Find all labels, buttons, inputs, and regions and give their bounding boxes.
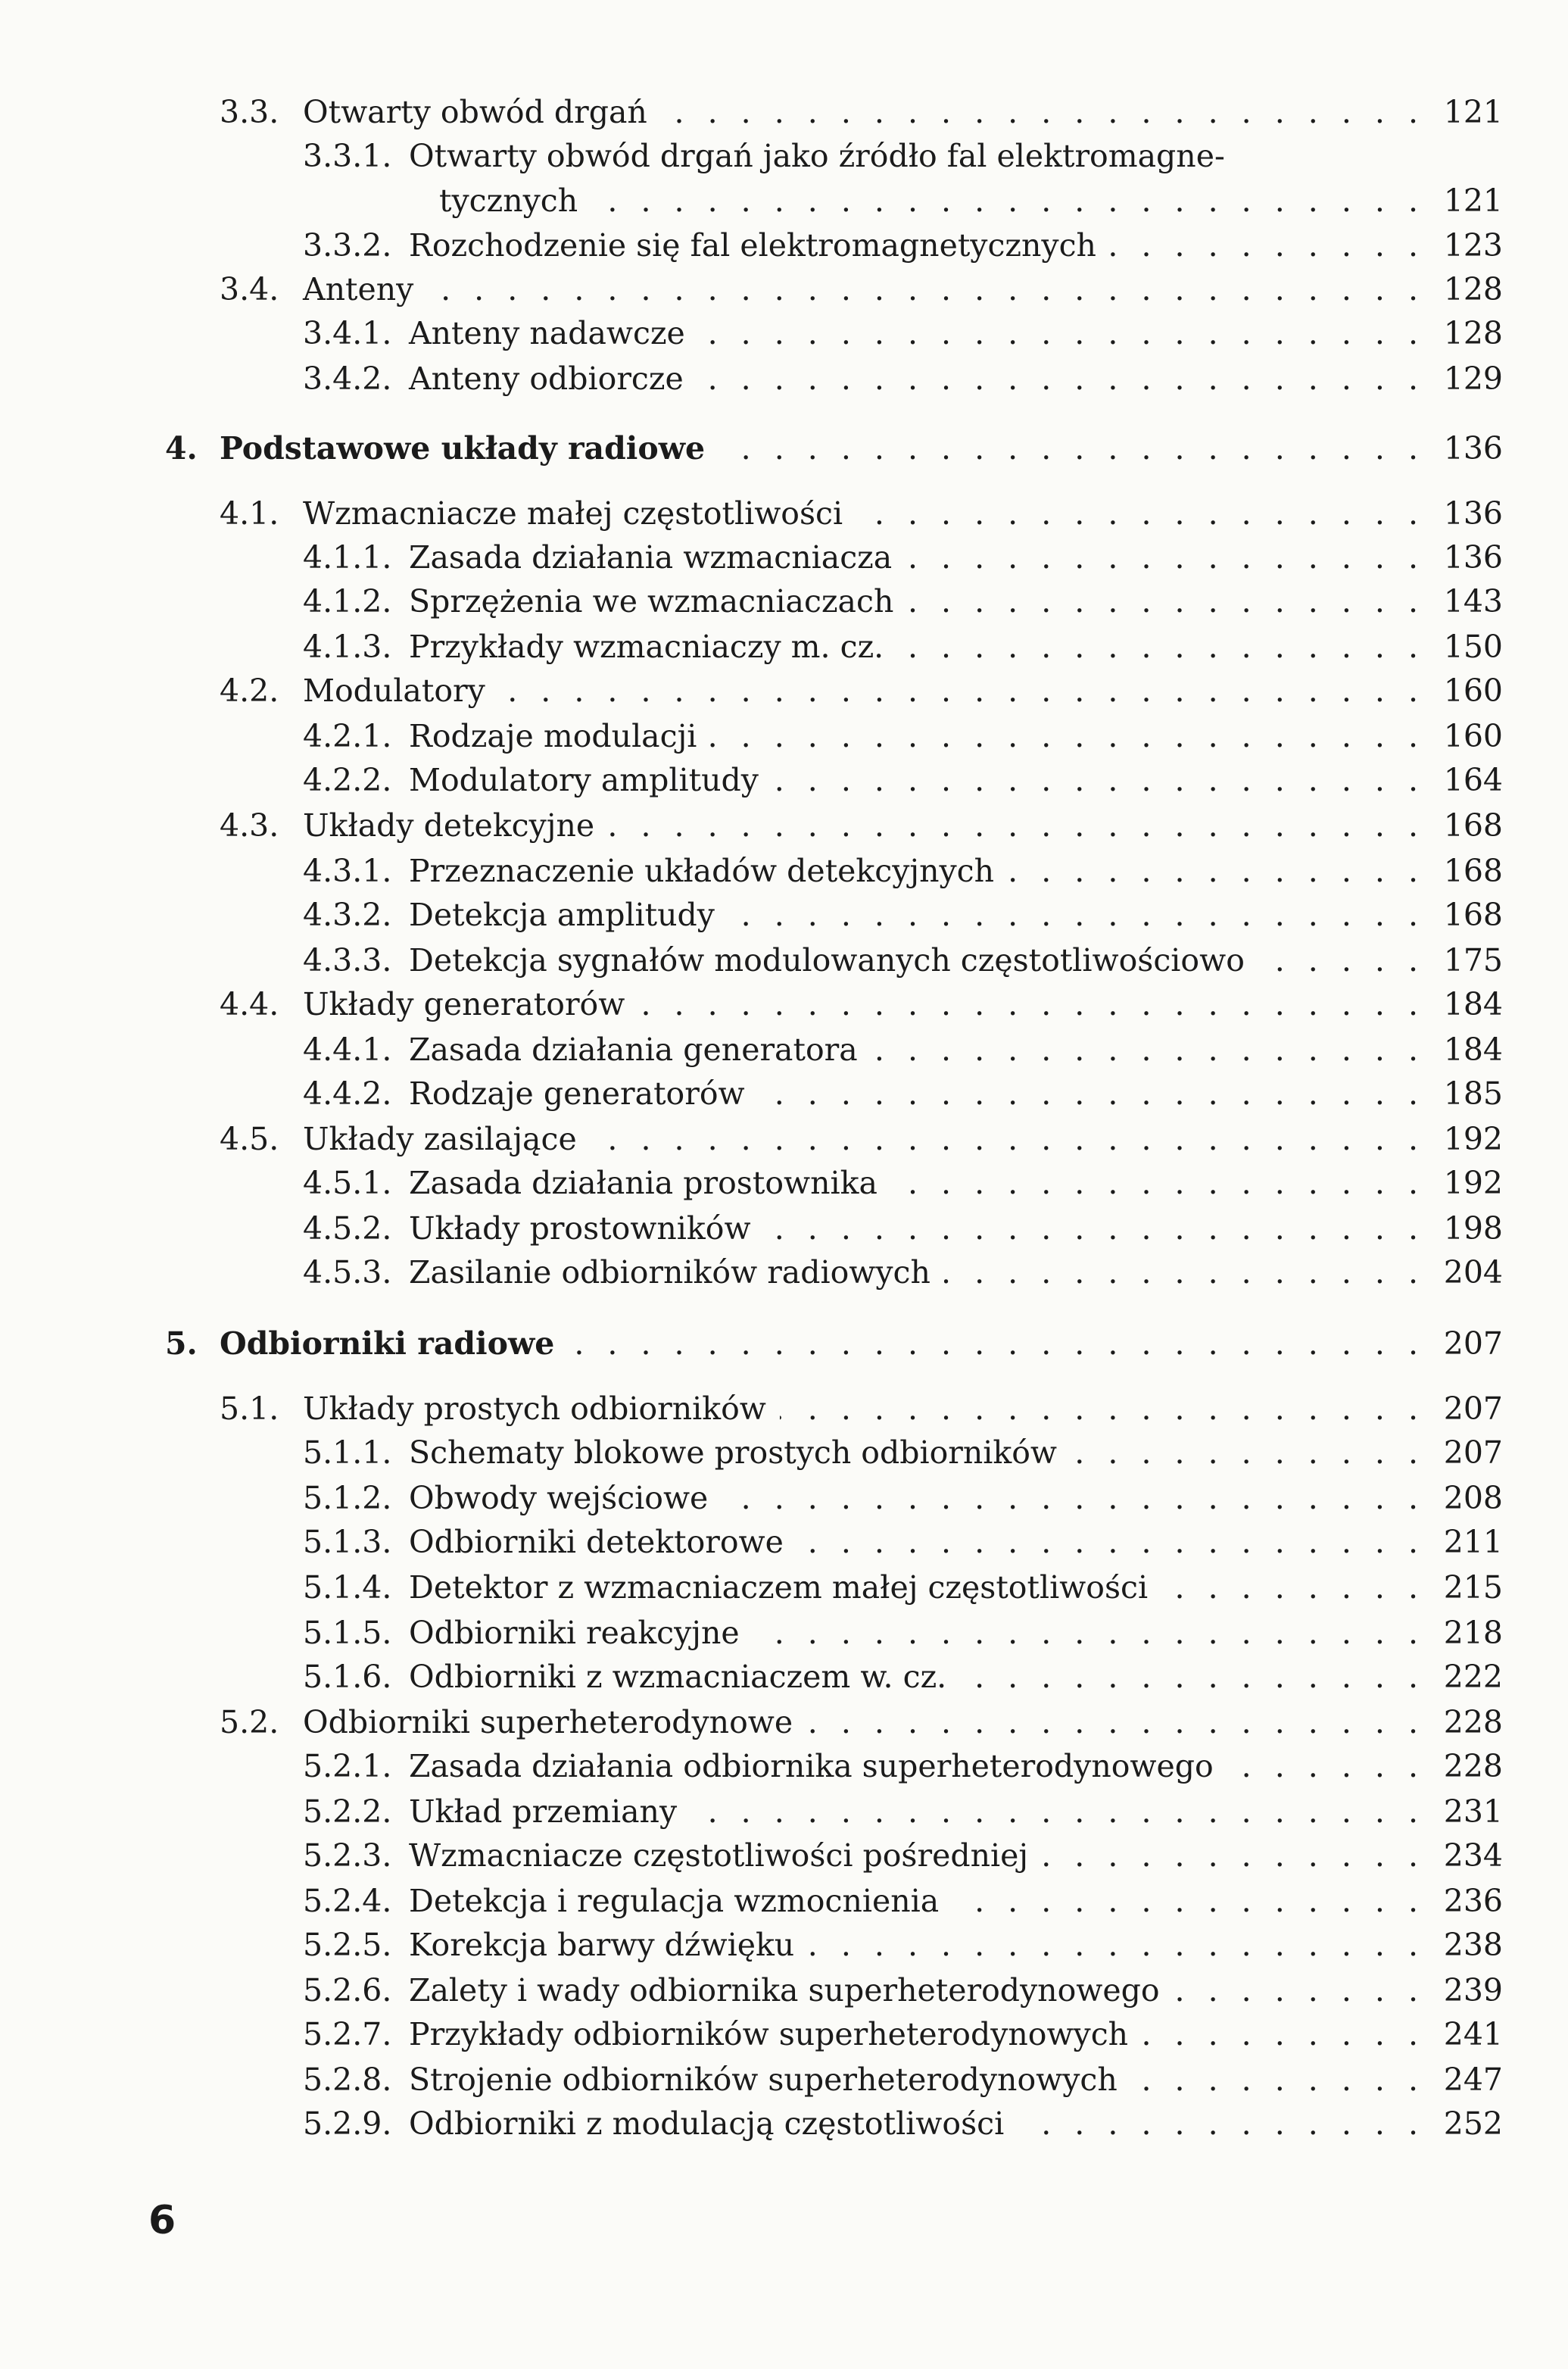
entry-title: Podstawowe układy radiowe	[220, 430, 706, 467]
entry-page: 168	[1443, 897, 1503, 933]
dot-leader	[772, 757, 1418, 803]
dot-leader	[499, 668, 1418, 713]
page-number: 6	[148, 2198, 176, 2243]
entry-page: 207	[1443, 1390, 1503, 1427]
toc-entry	[303, 1206, 1503, 1251]
entry-title: Detekcja sygnałów modulowanych częstotliwościowo	[409, 942, 1245, 978]
entry-page: 150	[1443, 629, 1503, 665]
entry-number: 4.4.1.	[303, 1032, 392, 1068]
entry-number: 4.4.	[220, 986, 279, 1022]
entry-page: 241	[1443, 2016, 1503, 2052]
entry-title: Anteny odbiorcze	[409, 360, 684, 397]
entry-number: 5.2.3.	[303, 1837, 392, 1874]
entry-page: 121	[1443, 183, 1503, 219]
dot-leader	[906, 535, 1418, 580]
entry-title: Zasada działania prostownika	[409, 1165, 878, 1201]
entry-page: 239	[1443, 1972, 1503, 2008]
chapter-entry	[165, 426, 1503, 471]
dot-leader	[806, 1700, 1418, 1745]
entry-title: Strojenie odbiorników superheterodynowych	[409, 2062, 1118, 2098]
toc-entry	[303, 892, 1503, 938]
entry-title: Anteny nadawcze	[409, 315, 685, 351]
entry-number: 5.2.6.	[303, 1972, 392, 2008]
entry-title: Odbiorniki detektorowe	[409, 1524, 784, 1560]
toc-entry	[220, 668, 1503, 713]
entry-number: 4.2.1.	[303, 718, 392, 754]
entry-page: 215	[1443, 1569, 1503, 1606]
toc-entry	[303, 1968, 1503, 2013]
entry-title: Rozchodzenie się fal elektromagnetycznych	[409, 227, 1096, 264]
dot-leader	[1131, 2057, 1418, 2102]
entry-number: 3.3.2.	[303, 227, 392, 264]
toc-entry	[303, 1475, 1503, 1521]
entry-title-continuation: tycznych	[439, 183, 578, 219]
entry-title: Otwarty obwód drgań jako źródło fal elektromagne-	[409, 138, 1225, 174]
entry-title: Układy prostych odbiorników	[303, 1390, 766, 1427]
dot-leader	[960, 1654, 1418, 1700]
toc-entry	[220, 803, 1503, 848]
toc-entry	[303, 223, 1503, 268]
entry-page: 143	[1443, 583, 1503, 620]
entry-number: 5.2.	[220, 1704, 279, 1740]
toc-entry	[303, 1071, 1503, 1116]
toc-entry	[303, 535, 1503, 580]
entry-page: 252	[1443, 2105, 1503, 2142]
dot-leader	[1142, 2012, 1418, 2057]
entry-number: 4.1.	[220, 495, 279, 532]
entry-number: 5.1.5.	[303, 1615, 392, 1651]
dot-leader	[856, 491, 1418, 536]
entry-title: Zalety i wady odbiornika superheterodynowego	[409, 1972, 1160, 2008]
entry-page: 238	[1443, 1927, 1503, 1963]
dot-leader	[808, 1922, 1418, 1968]
toc-entry	[220, 1116, 1503, 1162]
toc-entry	[220, 491, 1503, 536]
dot-leader	[753, 1610, 1418, 1656]
chapter-entry	[165, 1321, 1503, 1366]
entry-number: 5.1.2.	[303, 1480, 392, 1516]
entry-title: Przykłady wzmacniaczy m. cz.	[409, 629, 884, 665]
toc-entry	[303, 2101, 1503, 2146]
entry-number: 4.3.2.	[303, 897, 392, 933]
entry-page: 168	[1443, 807, 1503, 844]
dot-leader	[797, 1519, 1418, 1565]
dot-leader	[780, 1386, 1418, 1431]
toc-entry	[220, 267, 1503, 312]
toc-entry	[303, 1789, 1503, 1834]
entry-page: 185	[1443, 1075, 1503, 1112]
entry-number: 3.3.	[220, 94, 279, 130]
entry-page: 121	[1443, 94, 1503, 130]
entry-number: 4.1.1.	[303, 539, 392, 576]
entry-title: Modulatory amplitudy	[409, 762, 759, 798]
entry-title: Układ przemiany	[409, 1793, 678, 1830]
toc-entry	[303, 624, 1503, 670]
dot-leader	[728, 892, 1418, 938]
entry-number: 4.3.	[220, 807, 279, 844]
entry-title: Zasada działania wzmacniacza	[409, 539, 893, 576]
toc-entry	[303, 1610, 1503, 1656]
entry-title: Układy generatorów	[303, 986, 625, 1022]
entry-number: 5.	[165, 1325, 198, 1362]
entry-number: 4.1.2.	[303, 583, 392, 620]
entry-page: 192	[1443, 1165, 1503, 1201]
dot-leader	[719, 426, 1418, 471]
dot-leader	[944, 1250, 1418, 1295]
entry-number: 4.3.3.	[303, 942, 392, 978]
toc-entry	[303, 1922, 1503, 1968]
entry-number: 5.1.1.	[303, 1434, 392, 1471]
entry-page: 211	[1443, 1524, 1503, 1560]
entry-page: 136	[1443, 539, 1503, 576]
entry-page: 184	[1443, 1032, 1503, 1068]
entry-page: 231	[1443, 1793, 1503, 1830]
entry-page: 222	[1443, 1659, 1503, 1695]
entry-number: 5.2.2.	[303, 1793, 392, 1830]
toc-entry	[303, 938, 1503, 983]
entry-number: 5.1.3.	[303, 1524, 392, 1560]
entry-page: 175	[1443, 942, 1503, 978]
entry-page: 247	[1443, 2062, 1503, 2098]
toc-entry	[303, 1430, 1503, 1475]
dot-leader	[710, 713, 1418, 759]
dot-leader	[1227, 1743, 1418, 1789]
entry-page: 160	[1443, 673, 1503, 709]
entry-number: 5.1.	[220, 1390, 279, 1427]
dot-leader	[1008, 848, 1418, 894]
toc-entry	[303, 1565, 1503, 1610]
entry-title: Odbiorniki reakcyjne	[409, 1615, 740, 1651]
entry-page: 184	[1443, 986, 1503, 1022]
toc-entry	[303, 311, 1503, 356]
entry-page: 228	[1443, 1704, 1503, 1740]
entry-title: Obwody wejściowe	[409, 1480, 709, 1516]
entry-title: Przykłady odbiorników superheterodynowych	[409, 2016, 1129, 2052]
entry-number: 4.	[165, 430, 198, 467]
entry-number: 3.4.2.	[303, 360, 392, 397]
entry-page: 218	[1443, 1615, 1503, 1651]
entry-title: Odbiorniki z wzmacniaczem w. cz.	[409, 1659, 947, 1695]
entry-number: 5.2.4.	[303, 1883, 392, 1919]
entry-title: Otwarty obwód drgań	[303, 94, 647, 130]
entry-title: Wzmacniacze małej częstotliwości	[303, 495, 843, 532]
entry-number: 5.2.1.	[303, 1748, 392, 1784]
dot-leader	[897, 624, 1418, 670]
toc-entry	[220, 982, 1503, 1027]
entry-title: Korekcja barwy dźwięku	[409, 1927, 795, 1963]
entry-number: 4.5.	[220, 1121, 279, 1157]
entry-number: 4.5.1.	[303, 1165, 392, 1201]
entry-number: 3.4.1.	[303, 315, 392, 351]
entry-title: Rodzaje generatorów	[409, 1075, 745, 1112]
toc-entry	[303, 1878, 1503, 1924]
entry-page: 236	[1443, 1883, 1503, 1919]
entry-title: Schematy blokowe prostych odbiorników	[409, 1434, 1057, 1471]
entry-title: Rodzaje modulacji	[409, 718, 697, 754]
entry-page: 123	[1443, 227, 1503, 264]
dot-leader	[871, 1027, 1418, 1072]
dot-leader	[907, 579, 1418, 624]
dot-leader	[638, 982, 1418, 1027]
entry-page: 234	[1443, 1837, 1503, 1874]
entry-page: 136	[1443, 430, 1503, 467]
entry-title: Przeznaczenie układów detekcyjnych	[409, 853, 995, 889]
entry-number: 4.4.2.	[303, 1075, 392, 1112]
entry-number: 5.2.7.	[303, 2016, 392, 2052]
dot-leader	[891, 1160, 1418, 1206]
entry-number: 5.2.9.	[303, 2105, 392, 2142]
entry-title: Modulatory	[303, 673, 485, 709]
toc-entry	[303, 579, 1503, 624]
entry-title: Odbiorniki radiowe	[220, 1325, 555, 1362]
dot-leader	[427, 267, 1418, 312]
entry-title: Wzmacniacze częstotliwości pośredniej	[409, 1837, 1029, 1874]
toc-entry	[303, 356, 1503, 401]
entry-number: 3.3.1.	[303, 138, 392, 174]
dot-leader	[1174, 1968, 1418, 2013]
entry-number: 3.4.	[220, 271, 279, 307]
entry-page: 192	[1443, 1121, 1503, 1157]
dot-leader	[608, 803, 1418, 848]
entry-title: Odbiorniki z modulacją częstotliwości	[409, 2105, 1005, 2142]
dot-leader	[722, 1475, 1418, 1521]
entry-number: 5.1.6.	[303, 1659, 392, 1695]
toc-entry	[303, 1654, 1503, 1700]
dot-leader	[591, 178, 1418, 223]
toc-entry-continuation	[303, 178, 1503, 223]
entry-title: Zasada działania odbiornika superheterodynowego	[409, 1748, 1214, 1784]
toc-entry	[303, 1027, 1503, 1072]
entry-number: 5.2.8.	[303, 2062, 392, 2098]
entry-title: Detekcja amplitudy	[409, 897, 715, 933]
entry-title: Układy zasilające	[303, 1121, 577, 1157]
dot-leader	[1110, 223, 1418, 268]
entry-number: 4.1.3.	[303, 629, 392, 665]
dot-leader	[1018, 2101, 1418, 2146]
entry-page: 208	[1443, 1480, 1503, 1516]
entry-page: 129	[1443, 360, 1503, 397]
toc-entry	[220, 89, 1503, 135]
entry-page: 228	[1443, 1748, 1503, 1784]
entry-number: 4.3.1.	[303, 853, 392, 889]
dot-leader	[699, 311, 1418, 356]
entry-number: 5.2.5.	[303, 1927, 392, 1963]
toc-entry	[303, 1160, 1503, 1206]
entry-title: Sprzężenia we wzmacniaczach	[409, 583, 894, 620]
toc-entry	[303, 1519, 1503, 1565]
dot-leader	[1071, 1430, 1418, 1475]
entry-number: 5.1.4.	[303, 1569, 392, 1606]
entry-page: 136	[1443, 495, 1503, 532]
entry-number: 4.5.3.	[303, 1254, 392, 1291]
dot-leader	[765, 1206, 1418, 1251]
entry-title: Układy detekcyjne	[303, 807, 595, 844]
entry-page: 207	[1443, 1325, 1503, 1362]
toc-entry	[303, 713, 1503, 759]
toc-entry	[220, 1700, 1503, 1745]
toc-entry	[303, 2012, 1503, 2057]
toc-entry	[303, 1743, 1503, 1789]
toc-entry	[303, 757, 1503, 803]
toc-entry	[303, 1250, 1503, 1295]
dot-leader	[690, 1789, 1418, 1834]
entry-title: Anteny	[303, 271, 414, 307]
entry-page: 198	[1443, 1210, 1503, 1247]
toc-entry	[303, 1833, 1503, 1878]
dot-leader	[568, 1321, 1418, 1366]
dot-leader	[952, 1878, 1418, 1924]
dot-leader	[1258, 938, 1418, 983]
entry-page: 168	[1443, 853, 1503, 889]
toc-entry	[303, 848, 1503, 894]
dot-leader	[1161, 1565, 1418, 1610]
entry-title: Detektor z wzmacniaczem małej częstotliwości	[409, 1569, 1149, 1606]
entry-number: 4.2.	[220, 673, 279, 709]
entry-page: 204	[1443, 1254, 1503, 1291]
entry-title: Odbiorniki superheterodynowe	[303, 1704, 793, 1740]
entry-page: 160	[1443, 718, 1503, 754]
entry-page: 128	[1443, 315, 1503, 351]
entry-page: 164	[1443, 762, 1503, 798]
toc-entry	[220, 1386, 1503, 1431]
entry-title: Zasada działania generatora	[409, 1032, 858, 1068]
dot-leader	[759, 1071, 1418, 1116]
entry-page: 207	[1443, 1434, 1503, 1471]
toc-entry	[303, 2057, 1503, 2102]
entry-number: 4.2.2.	[303, 762, 392, 798]
dot-leader	[697, 356, 1418, 401]
dot-leader	[1042, 1833, 1418, 1878]
dot-leader	[661, 89, 1418, 135]
entry-page: 128	[1443, 271, 1503, 307]
entry-title: Układy prostowników	[409, 1210, 751, 1247]
entry-number: 4.5.2.	[303, 1210, 392, 1247]
toc-entry	[303, 133, 1503, 179]
entry-title: Detekcja i regulacja wzmocnienia	[409, 1883, 940, 1919]
entry-title: Zasilanie odbiorników radiowych	[409, 1254, 931, 1291]
dot-leader	[591, 1116, 1418, 1162]
